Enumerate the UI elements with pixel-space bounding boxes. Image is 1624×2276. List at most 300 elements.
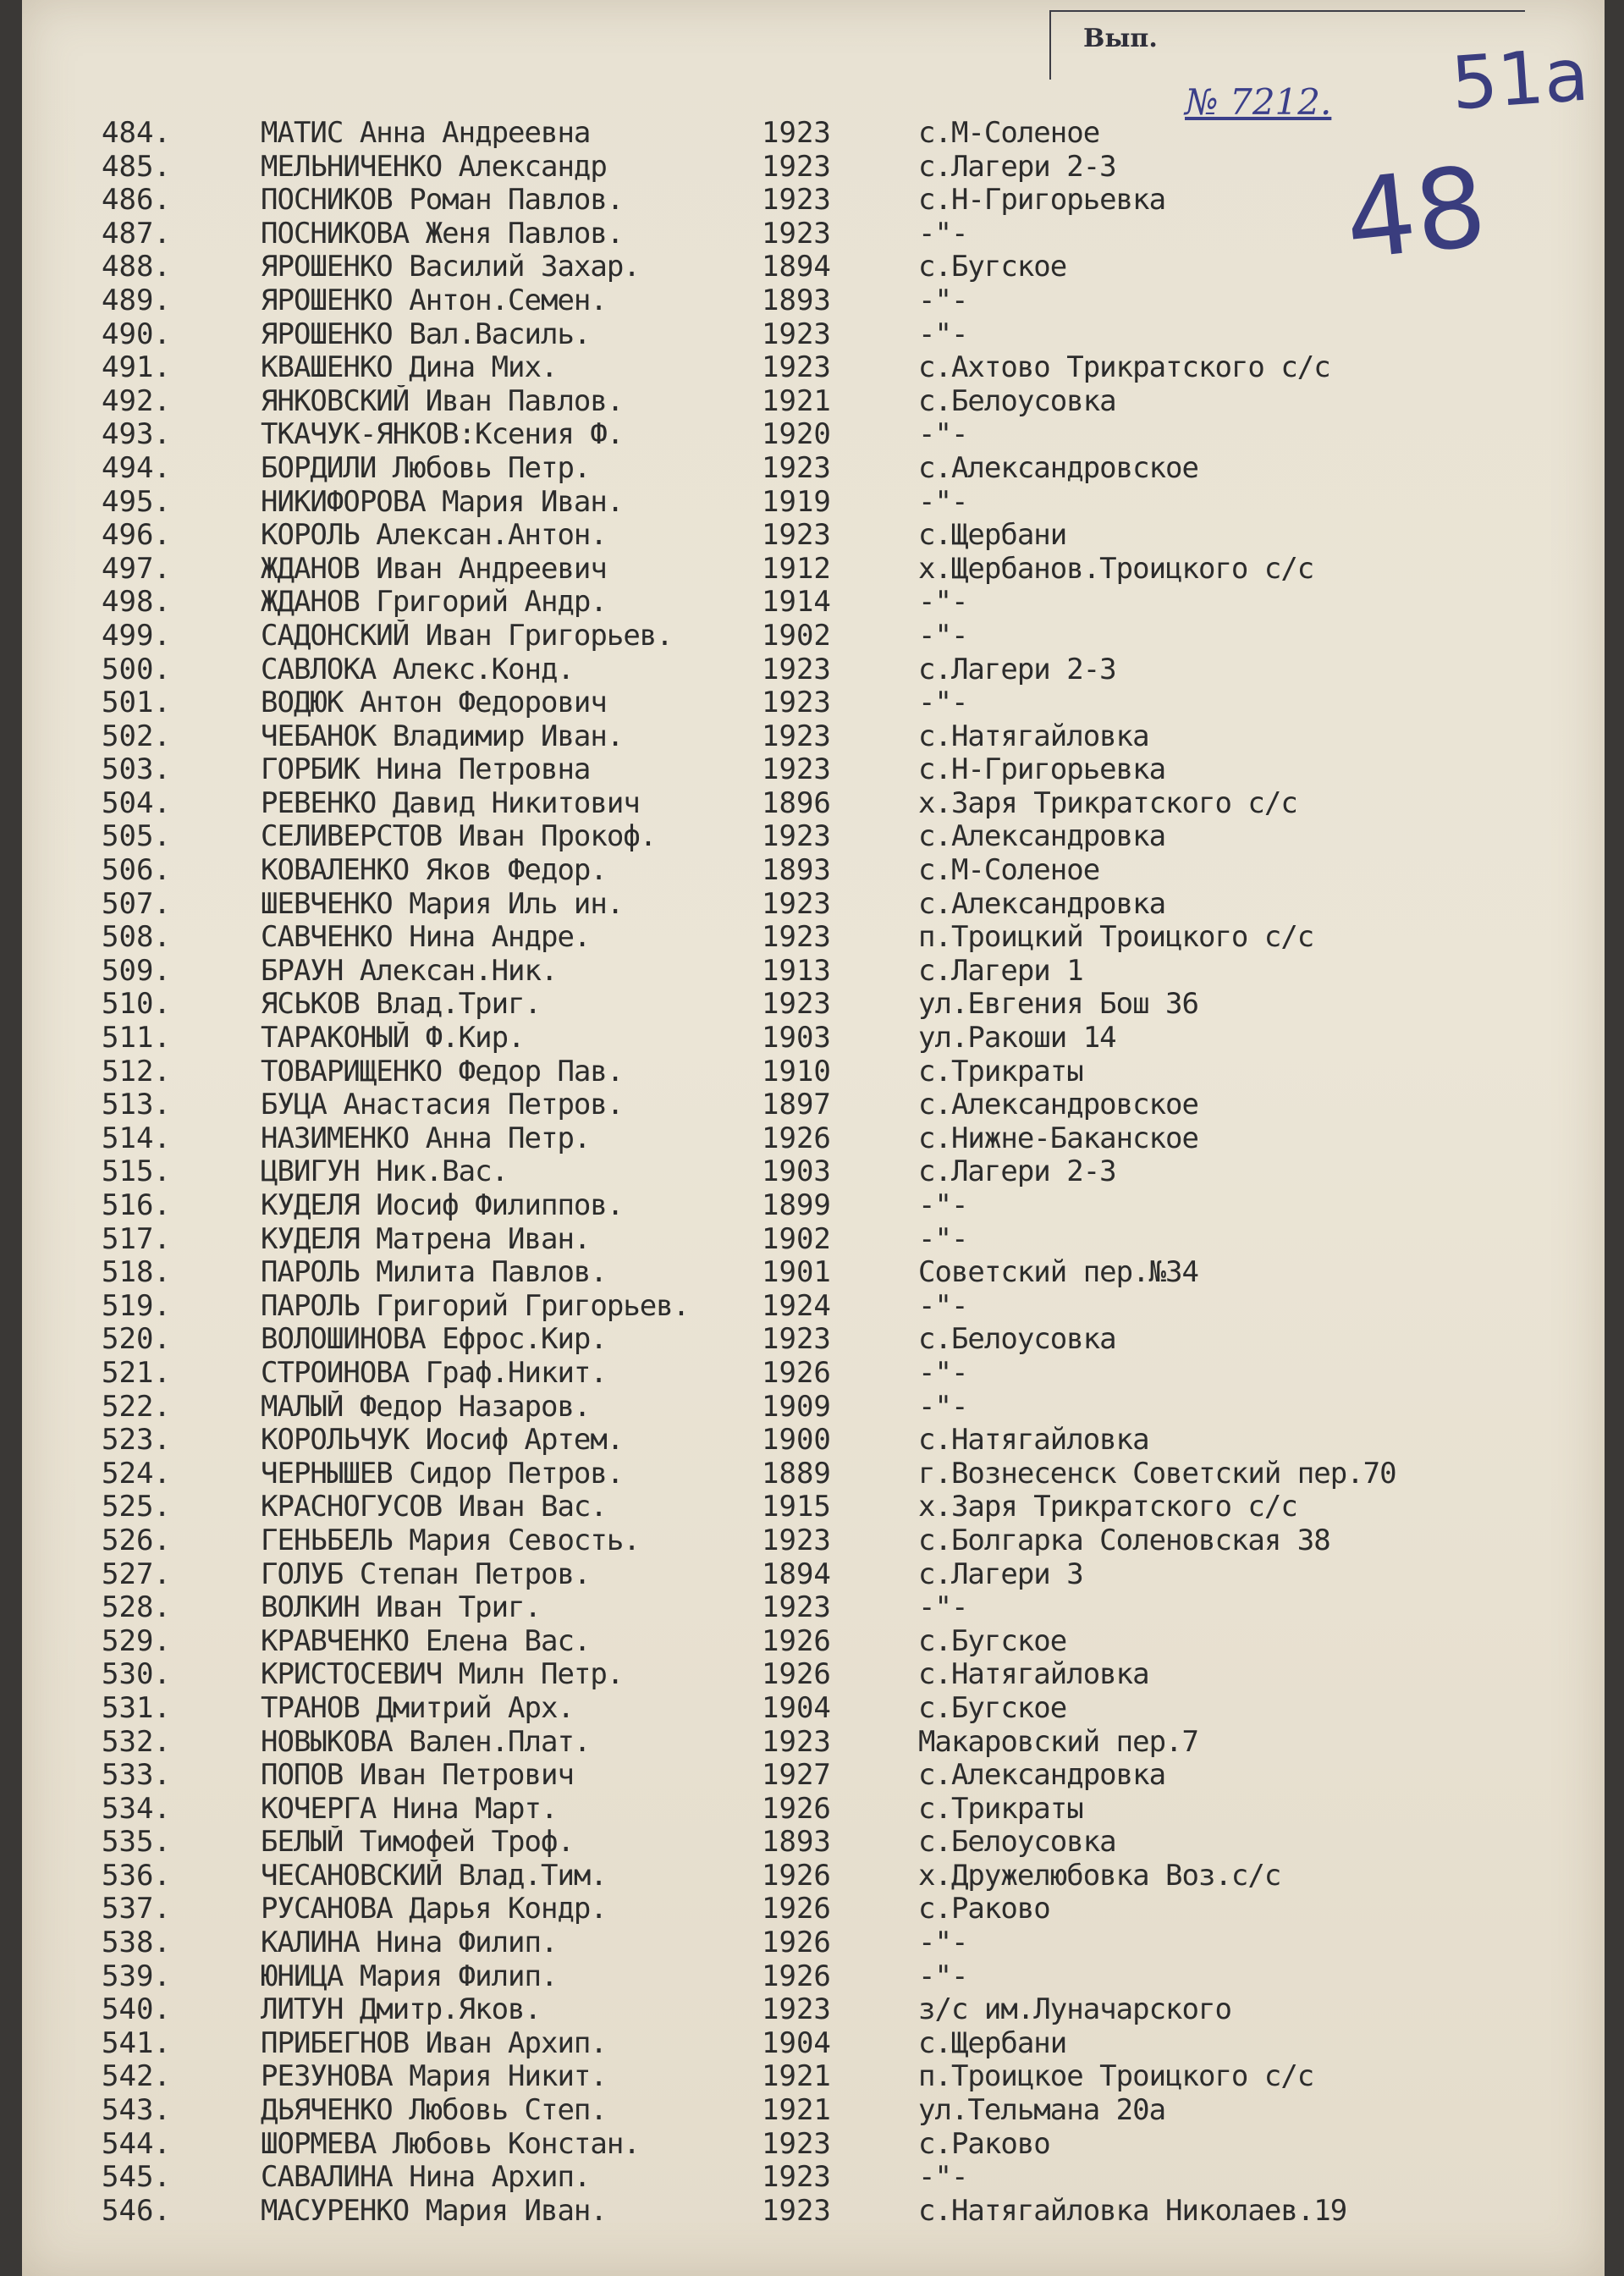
row-number: 529. xyxy=(102,1623,171,1658)
row-number: 503. xyxy=(102,752,171,787)
person-name: ТОВАРИЩЕНКО Федор Пав. xyxy=(261,1055,624,1088)
table-row xyxy=(0,1391,1624,1425)
person-name: РЕЗУНОВА Мария Никит. xyxy=(261,2060,607,2094)
birth-year: 1926 xyxy=(762,1791,831,1826)
residence: п.Троицкий Троицкого с/с xyxy=(918,920,1314,955)
residence: с.Лагери 2-3 xyxy=(918,149,1116,184)
residence: с.Бугское xyxy=(918,250,1067,284)
person-name: НИКИФОРОВА Мария Иван. xyxy=(261,485,624,519)
row-number: 521. xyxy=(102,1355,171,1390)
birth-year: 1904 xyxy=(762,1690,831,1725)
residence: с.Александровка xyxy=(918,819,1166,854)
person-name: ЧЕБАНОК Владимир Иван. xyxy=(261,719,624,753)
table-row xyxy=(0,1055,1624,1089)
residence: с.Александровка xyxy=(918,886,1166,921)
birth-year: 1923 xyxy=(762,752,831,787)
person-name: КРИСТОСЕВИЧ Милн Петр. xyxy=(261,1658,624,1692)
table-row xyxy=(0,1122,1624,1156)
person-name: ДЬЯЧЕНКО Любовь Степ. xyxy=(261,2094,607,2128)
person-name: НАЗИМЕНКО Анна Петр. xyxy=(261,1121,591,1155)
table-row xyxy=(0,519,1624,553)
row-number: 498. xyxy=(102,585,171,620)
person-name: КАЛИНА Нина Филип. xyxy=(261,1926,558,1960)
birth-year: 1923 xyxy=(762,450,831,485)
row-number: 542. xyxy=(102,2059,171,2094)
person-name: ЧЕРНЫШЕВ Сидор Петров. xyxy=(261,1457,624,1491)
table-row xyxy=(0,1591,1624,1625)
row-number: 525. xyxy=(102,1490,171,1524)
table-row xyxy=(0,1155,1624,1189)
table-row xyxy=(0,1088,1624,1122)
residence: -"- xyxy=(918,1389,968,1424)
residence: ул.Тельмана 20а xyxy=(918,2093,1166,2128)
row-number: 512. xyxy=(102,1054,171,1088)
residence: с.Бугское xyxy=(918,1690,1067,1725)
table-row xyxy=(0,1893,1624,1926)
residence: -"- xyxy=(918,1590,968,1625)
person-name: КОРОЛЬЧУК Иосиф Артем. xyxy=(261,1424,624,1458)
row-number: 493. xyxy=(102,417,171,452)
row-number: 520. xyxy=(102,1322,171,1357)
person-name: ПОПОВ Иван Петрович xyxy=(261,1759,574,1793)
birth-year: 1926 xyxy=(762,1959,831,1993)
person-name: ТРАНОВ Дмитрий Арх. xyxy=(261,1691,574,1725)
table-row xyxy=(0,1625,1624,1659)
person-name: БУЦА Анастасия Петров. xyxy=(261,1088,624,1122)
birth-year: 1921 xyxy=(762,2093,831,2128)
residence: -"- xyxy=(918,686,968,720)
table-row xyxy=(0,2094,1624,2128)
row-number: 535. xyxy=(102,1825,171,1860)
table-row xyxy=(0,988,1624,1022)
person-name: МЕЛЬНИЧЕНКО Александр xyxy=(261,150,607,184)
row-number: 485. xyxy=(102,149,171,184)
residence: с.М-Соленое xyxy=(918,853,1100,888)
person-name: КРАВЧЕНКО Елена Вас. xyxy=(261,1624,591,1658)
birth-year: 1919 xyxy=(762,484,831,519)
residence: с.Н-Григорьевка xyxy=(918,183,1166,218)
person-name: САДОНСКИЙ Иван Григорьев. xyxy=(261,619,673,653)
birth-year: 1927 xyxy=(762,1758,831,1793)
table-row xyxy=(0,753,1624,787)
birth-year: 1923 xyxy=(762,149,831,184)
row-number: 508. xyxy=(102,920,171,955)
residence: с.Нижне-Баканское xyxy=(918,1121,1198,1155)
residence: ул.Евгения Бош 36 xyxy=(918,987,1198,1022)
table-row xyxy=(0,2161,1624,2195)
residence: с.Натягайловка xyxy=(918,1423,1149,1458)
residence: -"- xyxy=(918,1288,968,1323)
table-row xyxy=(0,1658,1624,1692)
residence: с.Лагери 2-3 xyxy=(918,1155,1116,1189)
person-name: СТРОИНОВА Граф.Никит. xyxy=(261,1356,607,1390)
person-name: ЯСЬКОВ Влад.Триг. xyxy=(261,988,541,1022)
person-name: ЖДАНОВ Григорий Андр. xyxy=(261,586,607,620)
row-number: 545. xyxy=(102,2160,171,2195)
birth-year: 1923 xyxy=(762,317,831,351)
birth-year: 1894 xyxy=(762,250,831,284)
table-row xyxy=(0,151,1624,185)
birth-year: 1900 xyxy=(762,1423,831,1458)
row-number: 490. xyxy=(102,317,171,351)
table-row xyxy=(0,586,1624,620)
residence: с.Болгарка Соленовская 38 xyxy=(918,1523,1330,1557)
birth-year: 1923 xyxy=(762,183,831,218)
residence: -"- xyxy=(918,317,968,351)
row-number: 533. xyxy=(102,1758,171,1793)
table-row xyxy=(0,1826,1624,1860)
stamp-label: Вып. xyxy=(1083,24,1158,53)
table-row xyxy=(0,686,1624,720)
birth-year: 1893 xyxy=(762,1825,831,1860)
table-row xyxy=(0,720,1624,754)
person-name: МАСУРЕНКО Мария Иван. xyxy=(261,2194,607,2228)
person-name: ЯРОШЕНКО Василий Захар. xyxy=(261,251,640,284)
person-name: КВАШЕНКО Дина Мих. xyxy=(261,351,558,385)
row-number: 502. xyxy=(102,719,171,753)
table-row xyxy=(0,1726,1624,1760)
birth-year: 1923 xyxy=(762,2193,831,2228)
person-name: ВОДЮК Антон Федорович xyxy=(261,686,607,720)
person-name: ГЕНЬБЕЛЬ Мария Севость. xyxy=(261,1524,640,1557)
table-row xyxy=(0,787,1624,821)
birth-year: 1926 xyxy=(762,1623,831,1658)
residence: х.Дружелюбовка Воз.с/с xyxy=(918,1858,1281,1893)
row-number: 516. xyxy=(102,1188,171,1222)
birth-year: 1923 xyxy=(762,2160,831,2195)
birth-year: 1896 xyxy=(762,785,831,820)
residence: с.Натягайловка Николаев.19 xyxy=(918,2193,1347,2228)
birth-year: 1914 xyxy=(762,585,831,620)
row-number: 494. xyxy=(102,450,171,485)
person-name: ЖДАНОВ Иван Андреевич xyxy=(261,552,607,586)
row-number: 488. xyxy=(102,250,171,284)
birth-year: 1926 xyxy=(762,1657,831,1692)
birth-year: 1923 xyxy=(762,1322,831,1357)
person-name: ПОСНИКОВА Женя Павлов. xyxy=(261,217,624,251)
row-number: 538. xyxy=(102,1926,171,1960)
table-row xyxy=(0,955,1624,989)
table-row xyxy=(0,888,1624,922)
row-number: 510. xyxy=(102,987,171,1022)
person-name: ТАРАКОНЫЙ Ф.Кир. xyxy=(261,1022,525,1055)
birth-year: 1926 xyxy=(762,1121,831,1155)
record-list xyxy=(0,117,1624,2228)
birth-year: 1923 xyxy=(762,686,831,720)
residence: -"- xyxy=(918,283,968,317)
row-number: 539. xyxy=(102,1959,171,1993)
residence: ул.Ракоши 14 xyxy=(918,1021,1116,1055)
person-name: ШОРМЕВА Любовь Констан. xyxy=(261,2127,640,2161)
person-name: ЯНКОВСКИЙ Иван Павлов. xyxy=(261,384,624,418)
residence: -"- xyxy=(918,618,968,653)
birth-year: 1926 xyxy=(762,1892,831,1926)
residence: х.Заря Трикратского с/с xyxy=(918,785,1297,820)
row-number: 523. xyxy=(102,1423,171,1458)
table-row xyxy=(0,1189,1624,1223)
row-number: 532. xyxy=(102,1724,171,1759)
person-name: СЕЛИВЕРСТОВ Иван Прокоф. xyxy=(261,820,657,854)
table-row xyxy=(0,418,1624,452)
row-number: 543. xyxy=(102,2093,171,2128)
birth-year: 1899 xyxy=(762,1188,831,1222)
table-row xyxy=(0,251,1624,284)
table-row xyxy=(0,1424,1624,1458)
birth-year: 1923 xyxy=(762,1590,831,1625)
residence: с.Александровка xyxy=(918,1758,1166,1793)
birth-year: 1923 xyxy=(762,216,831,251)
table-row xyxy=(0,1491,1624,1524)
row-number: 537. xyxy=(102,1892,171,1926)
table-row xyxy=(0,620,1624,653)
residence: с.Александровское xyxy=(918,450,1198,485)
birth-year: 1923 xyxy=(762,920,831,955)
residence: з/с им.Луначарского xyxy=(918,1992,1231,2027)
residence: с.Белоусовка xyxy=(918,1322,1116,1357)
birth-year: 1926 xyxy=(762,1355,831,1390)
row-number: 509. xyxy=(102,953,171,988)
residence: с.Щербани xyxy=(918,518,1067,553)
person-name: ЦВИГУН Ник.Вас. xyxy=(261,1155,509,1189)
person-name: БЕЛЫЙ Тимофей Троф. xyxy=(261,1826,574,1860)
person-name: ПАРОЛЬ Григорий Григорьев. xyxy=(261,1289,690,1323)
row-number: 518. xyxy=(102,1255,171,1290)
residence: с.Натягайловка xyxy=(918,719,1149,753)
row-number: 522. xyxy=(102,1389,171,1424)
table-row xyxy=(0,284,1624,318)
person-name: КОРОЛЬ Алексан.Антон. xyxy=(261,519,607,553)
table-row xyxy=(0,1793,1624,1827)
person-name: ГОЛУБ Степан Петров. xyxy=(261,1557,591,1591)
birth-year: 1924 xyxy=(762,1288,831,1323)
table-row xyxy=(0,117,1624,151)
birth-year: 1901 xyxy=(762,1255,831,1290)
table-row xyxy=(0,1524,1624,1558)
row-number: 536. xyxy=(102,1858,171,1893)
birth-year: 1923 xyxy=(762,2126,831,2161)
residence: Макаровский пер.7 xyxy=(918,1724,1198,1759)
birth-year: 1926 xyxy=(762,1858,831,1893)
table-row xyxy=(0,1860,1624,1893)
row-number: 505. xyxy=(102,819,171,854)
table-row xyxy=(0,318,1624,352)
residence: -"- xyxy=(918,1926,968,1960)
residence: с.Лагери 2-3 xyxy=(918,652,1116,686)
person-name: ЯРОШЕНКО Антон.Семен. xyxy=(261,284,607,317)
birth-year: 1889 xyxy=(762,1456,831,1491)
table-row xyxy=(0,184,1624,218)
birth-year: 1902 xyxy=(762,1221,831,1256)
residence: г.Вознесенск Советский пер.70 xyxy=(918,1456,1396,1491)
residence: с.Ахтово Трикратского с/с xyxy=(918,350,1330,385)
residence: с.Белоусовка xyxy=(918,383,1116,418)
birth-year: 1923 xyxy=(762,719,831,753)
residence: -"- xyxy=(918,2160,968,2195)
person-name: ТКАЧУК-ЯНКОВ:Ксения Ф. xyxy=(261,418,624,452)
row-number: 534. xyxy=(102,1791,171,1826)
row-number: 519. xyxy=(102,1288,171,1323)
person-name: ГОРБИК Нина Петровна xyxy=(261,753,591,787)
birth-year: 1903 xyxy=(762,1021,831,1055)
row-number: 501. xyxy=(102,686,171,720)
table-row xyxy=(0,2195,1624,2229)
table-row xyxy=(0,1323,1624,1357)
person-name: ШЕВЧЕНКО Мария Иль ин. xyxy=(261,887,624,921)
person-name: МАЛЫЙ Федор Назаров. xyxy=(261,1390,591,1424)
table-row xyxy=(0,653,1624,687)
row-number: 527. xyxy=(102,1557,171,1591)
birth-year: 1894 xyxy=(762,1557,831,1591)
table-row xyxy=(0,1256,1624,1290)
table-row xyxy=(0,452,1624,486)
row-number: 541. xyxy=(102,2025,171,2060)
table-row xyxy=(0,218,1624,251)
residence: с.Раково xyxy=(918,2126,1050,2161)
table-row xyxy=(0,854,1624,888)
row-number: 487. xyxy=(102,216,171,251)
person-name: КОВАЛЕНКО Яков Федор. xyxy=(261,854,607,888)
row-number: 500. xyxy=(102,652,171,686)
birth-year: 1915 xyxy=(762,1490,831,1524)
table-row xyxy=(0,1022,1624,1055)
row-number: 511. xyxy=(102,1021,171,1055)
residence: Советский пер.№34 xyxy=(918,1255,1198,1290)
birth-year: 1893 xyxy=(762,853,831,888)
table-row xyxy=(0,1993,1624,2027)
residence: с.Раково xyxy=(918,1892,1050,1926)
table-row xyxy=(0,351,1624,385)
birth-year: 1923 xyxy=(762,987,831,1022)
residence: п.Троицкое Троицкого с/с xyxy=(918,2059,1314,2094)
row-number: 526. xyxy=(102,1523,171,1557)
table-row xyxy=(0,1558,1624,1592)
row-number: 504. xyxy=(102,785,171,820)
row-number: 546. xyxy=(102,2193,171,2228)
birth-year: 1923 xyxy=(762,116,831,150)
person-name: ЮНИЦА Мария Филип. xyxy=(261,1959,558,1993)
person-name: ВОЛКИН Иван Триг. xyxy=(261,1591,541,1625)
person-name: КУДЕЛЯ Матрена Иван. xyxy=(261,1222,591,1256)
residence: -"- xyxy=(918,1188,968,1222)
birth-year: 1921 xyxy=(762,2059,831,2094)
table-row xyxy=(0,553,1624,587)
row-number: 495. xyxy=(102,484,171,519)
person-name: ПРИБЕГНОВ Иван Архип. xyxy=(261,2026,607,2060)
row-number: 513. xyxy=(102,1088,171,1122)
stamp-number: № 7212. xyxy=(1185,81,1332,123)
table-row xyxy=(0,921,1624,955)
table-row xyxy=(0,1357,1624,1391)
birth-year: 1893 xyxy=(762,283,831,317)
birth-year: 1897 xyxy=(762,1088,831,1122)
table-row xyxy=(0,1759,1624,1793)
residence: с.Натягайловка xyxy=(918,1657,1149,1692)
birth-year: 1923 xyxy=(762,652,831,686)
row-number: 540. xyxy=(102,1992,171,2027)
residence: -"- xyxy=(918,585,968,620)
birth-year: 1923 xyxy=(762,819,831,854)
person-name: ЧЕСАНОВСКИЙ Влад.Тим. xyxy=(261,1859,607,1893)
table-row xyxy=(0,486,1624,520)
birth-year: 1909 xyxy=(762,1389,831,1424)
row-number: 484. xyxy=(102,116,171,150)
residence: х.Заря Трикратского с/с xyxy=(918,1490,1297,1524)
row-number: 497. xyxy=(102,551,171,586)
row-number: 528. xyxy=(102,1590,171,1625)
residence: -"- xyxy=(918,417,968,452)
person-name: ЯРОШЕНКО Вал.Василь. xyxy=(261,317,591,351)
person-name: ЛИТУН Дмитр.Яков. xyxy=(261,1993,541,2027)
residence: с.Лагери 3 xyxy=(918,1557,1083,1591)
residence: с.Щербани xyxy=(918,2025,1067,2060)
row-number: 524. xyxy=(102,1456,171,1491)
table-row xyxy=(0,1692,1624,1726)
table-row xyxy=(0,385,1624,419)
row-number: 489. xyxy=(102,283,171,317)
person-name: РЕВЕНКО Давид Никитович xyxy=(261,786,640,820)
residence: -"- xyxy=(918,484,968,519)
birth-year: 1923 xyxy=(762,518,831,553)
person-name: ВОЛОШИНОВА Ефрос.Кир. xyxy=(261,1323,607,1357)
birth-year: 1904 xyxy=(762,2025,831,2060)
person-name: РУСАНОВА Дарья Кондр. xyxy=(261,1893,607,1926)
row-number: 492. xyxy=(102,383,171,418)
birth-year: 1920 xyxy=(762,417,831,452)
row-number: 499. xyxy=(102,618,171,653)
residence: с.Трикраты xyxy=(918,1054,1083,1088)
birth-year: 1923 xyxy=(762,1523,831,1557)
table-row xyxy=(0,1960,1624,1994)
birth-year: 1913 xyxy=(762,953,831,988)
row-number: 514. xyxy=(102,1121,171,1155)
row-number: 544. xyxy=(102,2126,171,2161)
person-name: САВЛОКА Алекс.Конд. xyxy=(261,653,574,686)
residence: -"- xyxy=(918,1355,968,1390)
person-name: БОРДИЛИ Любовь Петр. xyxy=(261,451,591,485)
birth-year: 1912 xyxy=(762,551,831,586)
birth-year: 1926 xyxy=(762,1926,831,1960)
person-name: МАТИС Анна Андреевна xyxy=(261,117,591,150)
row-number: 491. xyxy=(102,350,171,385)
folio-number: 48 xyxy=(1339,141,1492,285)
person-name: САВАЛИНА Нина Архип. xyxy=(261,2161,591,2195)
table-row xyxy=(0,1223,1624,1257)
row-number: 515. xyxy=(102,1155,171,1189)
birth-year: 1910 xyxy=(762,1054,831,1088)
person-name: ПАРОЛЬ Милита Павлов. xyxy=(261,1256,607,1290)
row-number: 530. xyxy=(102,1657,171,1692)
birth-year: 1902 xyxy=(762,618,831,653)
table-row xyxy=(0,2027,1624,2061)
row-number: 496. xyxy=(102,518,171,553)
table-row xyxy=(0,1458,1624,1491)
table-row xyxy=(0,2128,1624,2162)
residence: -"- xyxy=(918,1959,968,1993)
page-number: 51а xyxy=(1448,32,1592,127)
residence: с.Александровское xyxy=(918,1088,1198,1122)
residence: -"- xyxy=(918,216,968,251)
person-name: НОВЫКОВА Вален.Плат. xyxy=(261,1725,591,1759)
person-name: САВЧЕНКО Нина Андре. xyxy=(261,921,591,955)
person-name: ПОСНИКОВ Роман Павлов. xyxy=(261,184,624,218)
birth-year: 1923 xyxy=(762,1992,831,2027)
row-number: 506. xyxy=(102,853,171,888)
table-row xyxy=(0,1926,1624,1960)
birth-year: 1923 xyxy=(762,1724,831,1759)
birth-year: 1921 xyxy=(762,383,831,418)
residence: с.Белоусовка xyxy=(918,1825,1116,1860)
residence: с.Лагери 1 xyxy=(918,953,1083,988)
